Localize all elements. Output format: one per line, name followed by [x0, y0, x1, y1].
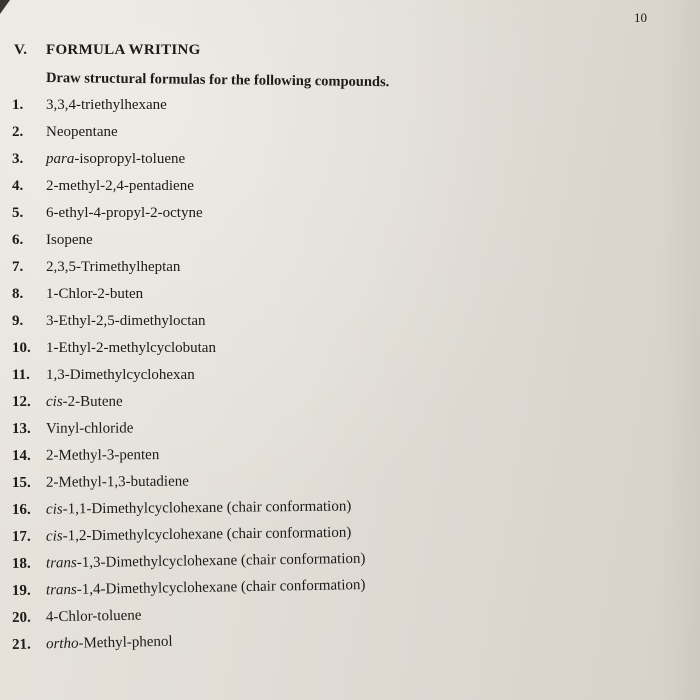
- compound-text: 2,3,5-Trimethylheptan: [46, 259, 181, 275]
- compound-text: -1,1-Dimethylcyclohexane (chair conformation): [62, 498, 352, 518]
- list-item: [12, 335, 365, 362]
- item-number: 12.: [11, 393, 31, 410]
- compound-name: [46, 173, 194, 200]
- compound-text: -isopropyl-toluene: [74, 151, 186, 167]
- compound-name: [46, 629, 173, 659]
- compound-prefix: para: [46, 151, 75, 167]
- list-item: [12, 388, 366, 416]
- compound-name: [46, 146, 185, 173]
- compound-text: -1,3-Dimethylcyclohexane (chair conformation): [76, 550, 366, 572]
- compound-text: 2-methyl-2,4-pentadiene: [46, 178, 194, 194]
- compound-text: 2-Methyl-1,3-butadiene: [45, 473, 189, 491]
- compound-prefix: trans: [45, 581, 77, 599]
- compound-name: [46, 335, 216, 362]
- compound-name: [46, 415, 134, 442]
- item-number: 21.: [11, 636, 31, 653]
- item-number: 9.: [12, 313, 24, 329]
- compound-name: [46, 92, 167, 119]
- list-item: [12, 227, 365, 254]
- compound-name: [46, 119, 118, 146]
- compound-text: 2-Methyl-3-penten: [45, 447, 160, 464]
- list-item: [12, 173, 365, 200]
- compound-prefix: ortho: [45, 635, 79, 653]
- item-number: 10.: [12, 340, 31, 356]
- compound-name: [46, 200, 203, 227]
- compound-name: [46, 362, 195, 389]
- item-number: 1.: [12, 97, 24, 113]
- list-item: [12, 146, 365, 173]
- list-item: [12, 254, 365, 281]
- item-number: 16.: [11, 501, 31, 518]
- instructions: Draw structural formulas for the following compounds.: [45, 70, 390, 91]
- compound-text: -1,2-Dimethylcyclohexane (chair conformation): [62, 524, 352, 545]
- compound-list: [12, 92, 365, 659]
- item-number: 13.: [11, 420, 31, 437]
- list-item: [12, 281, 365, 308]
- page-number: 10: [634, 10, 647, 25]
- item-number: 17.: [11, 528, 31, 545]
- list-item: [12, 200, 365, 227]
- list-item: [12, 467, 366, 497]
- compound-text: 1,3-Dimethylcyclohexan: [46, 367, 195, 383]
- section-numeral: V.: [14, 42, 28, 58]
- item-number: 5.: [12, 205, 24, 221]
- compound-name: [46, 281, 143, 308]
- compound-text: Vinyl-chloride: [45, 420, 134, 437]
- item-number: 19.: [11, 582, 31, 599]
- compound-text: 4-Chlor-toluene: [45, 607, 142, 626]
- compound-prefix: cis: [45, 393, 63, 410]
- compound-name: [46, 603, 142, 632]
- compound-prefix: trans: [45, 555, 77, 572]
- item-number: 7.: [12, 259, 24, 275]
- item-number: 4.: [12, 178, 24, 194]
- compound-text: 1-Ethyl-2-methylcyclobutan: [46, 340, 216, 356]
- section-heading: [14, 42, 201, 59]
- compound-prefix: cis: [45, 528, 63, 545]
- item-number: 14.: [11, 447, 31, 464]
- item-number: 11.: [12, 367, 30, 383]
- compound-name: [46, 493, 352, 523]
- compound-text: 6-ethyl-4-propyl-2-octyne: [46, 205, 203, 221]
- compound-prefix: cis: [45, 501, 63, 518]
- item-number: 3.: [12, 151, 24, 167]
- list-item: [12, 308, 365, 335]
- list-item: [12, 92, 365, 119]
- item-number: 8.: [12, 286, 24, 302]
- item-number: 2.: [12, 124, 24, 140]
- compound-text: -Methyl-phenol: [78, 633, 173, 652]
- compound-name: [46, 308, 206, 335]
- compound-name: [46, 389, 123, 416]
- compound-name: [46, 442, 159, 470]
- compound-text: 3-Ethyl-2,5-dimethyloctan: [46, 313, 206, 329]
- compound-text: 3,3,4-triethylhexane: [46, 97, 167, 113]
- corner-mark: [0, 0, 10, 14]
- page-shadow: [660, 0, 700, 700]
- section-title: FORMULA WRITING: [46, 42, 201, 58]
- compound-text: Neopentane: [46, 124, 118, 140]
- compound-name: [46, 227, 93, 254]
- item-number: 20.: [11, 609, 31, 626]
- item-number: 15.: [11, 474, 31, 491]
- list-item: [12, 362, 365, 389]
- list-item: [12, 441, 366, 470]
- compound-name: [46, 254, 180, 281]
- compound-text: -1,4-Dimethylcyclohexane (chair conformation): [76, 577, 366, 598]
- item-number: 18.: [11, 555, 31, 572]
- compound-text: -2-Butene: [62, 393, 123, 410]
- list-item: [12, 415, 366, 443]
- list-item: [12, 119, 365, 146]
- item-number: 6.: [12, 232, 24, 248]
- compound-text: 1-Chlor-2-buten: [46, 286, 144, 302]
- compound-text: Isopene: [46, 232, 93, 248]
- compound-name: [46, 469, 189, 497]
